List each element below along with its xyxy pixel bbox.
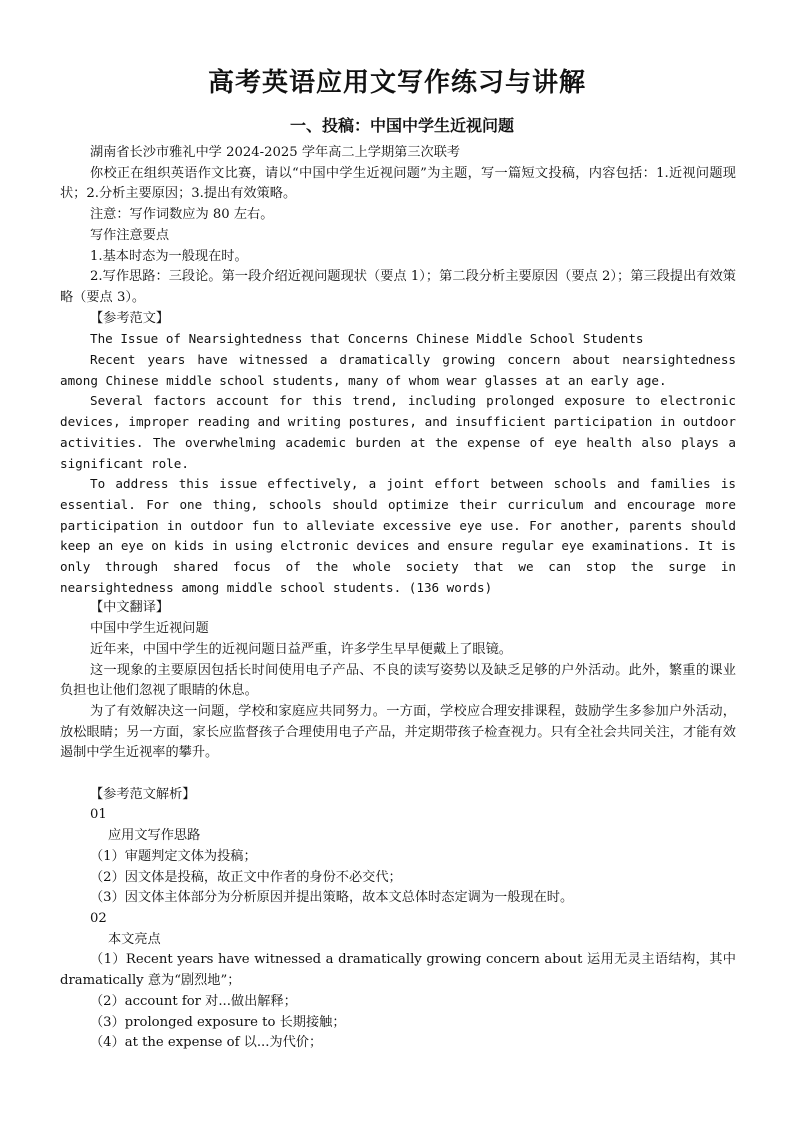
translation-paragraph-3: 为了有效解决这一问题，学校和家庭应共同努力。一方面，学校应合理安排课程，鼓励学生多参加户外活动，放松眼睛；另一方面，家长应监督孩子合理使用电子产品，并定期带孩子检查视力。只有全社会共同关注，才能有效遏制中学生近视率的攀升。 [60,703,736,761]
section-number-02: 02 [90,911,107,926]
section-1-item-1: （1）审题判定文体为投稿； [90,848,257,864]
section-number-01: 01 [90,807,107,823]
sample-paragraph-1: Recent years have witnessed a dramatically growing concern about nearsightedness among Chinese middle school students, many of whom wear glasses at an early age. [60,352,736,388]
word-count-note: 注意：写作词数应为 80 左右。 [90,207,274,223]
tips-heading: 写作注意要点 [90,227,170,243]
section-1-item-2: （2）因文体是投稿，故正文中作者的身份不必交代； [90,869,402,885]
document-body [60,143,736,1054]
tip-1: 1.基本时态为一般现在时。 [90,248,248,264]
section-2-item-3: （3）prolonged exposure to 长期接触； [90,1014,346,1030]
section-2-item-2: （2）account for 对...做出解释； [90,993,297,1009]
section-2-title: 本文亮点 [108,931,161,947]
translation-paragraph-1: 近年来，中国中学生的近视问题日益严重，许多学生早早便戴上了眼镜。 [90,641,512,657]
tip-2: 2.写作思路：三段论。第一段介绍近视问题现状（要点 1）；第二段分析主要原因（要点 2）；第三段提出有效策略（要点 3）。 [60,269,736,305]
section-2-item-1: （1）Recent years have witnessed a dramatically growing concern about 运用无灵主语结构，其中 dramatically 意为“剧烈地”； [60,952,736,989]
section-2-item-4: （4）at the expense of 以...为代价； [90,1035,323,1051]
translation-paragraph-2: 这一现象的主要原因包括长时间使用电子产品、不良的读写姿势以及缺乏足够的户外活动。此外，繁重的课业负担也让他们忽视了眼睛的休息。 [60,662,736,699]
sample-paragraph-3: To address this issue effectively, a joint effort between schools and families is essential. For one thing, schools should optimize their curriculum and encourage more participation in outdoor fun to alleviate excessive eye use. For another, parents should keep an eye on kids in using elctronic devices and ensure regular eye examinations. It is only through shared focus of the whole society that we can stop the surge in nearsightedness among middle school students. (136 words) [60,476,736,595]
sample-essay-title: The Issue of Nearsightedness that Concerns Chinese Middle School Students [90,331,644,347]
prompt-paragraph: 你校正在组织英语作文比赛，请以“中国中学生近视问题”为主题，写一篇短文投稿，内容包括：1.近视问题现状；2.分析主要原因；3.提出有效策略。 [60,165,736,202]
section-1-title: 应用文写作思路 [108,828,201,844]
analysis-heading: 【参考范文解析】 [90,786,196,802]
section-1-item-3: （3）因文体主体部分为分析原因并提出策略，故本文总体时态定调为一般现在时。 [90,890,574,906]
translation-title: 中国中学生近视问题 [90,621,209,637]
sample-heading: 【参考范文】 [90,310,170,326]
page-title: 高考英语应用文写作练习与讲解 [207,68,586,98]
source-line: 湖南省长沙市雅礼中学 2024-2025 学年高二上学期第三次联考 [90,145,461,160]
translation-heading: 【中文翻译】 [90,600,170,616]
section-subtitle: 一、投稿：中国中学生近视问题 [289,116,514,135]
sample-paragraph-2: Several factors account for this trend, including prolonged exposure to electronic devices, improper reading and writing postures, and insufficient participation in outdoor activities. The overwhelming academic burden at the expense of eye health also plays a significant role. [60,393,736,471]
